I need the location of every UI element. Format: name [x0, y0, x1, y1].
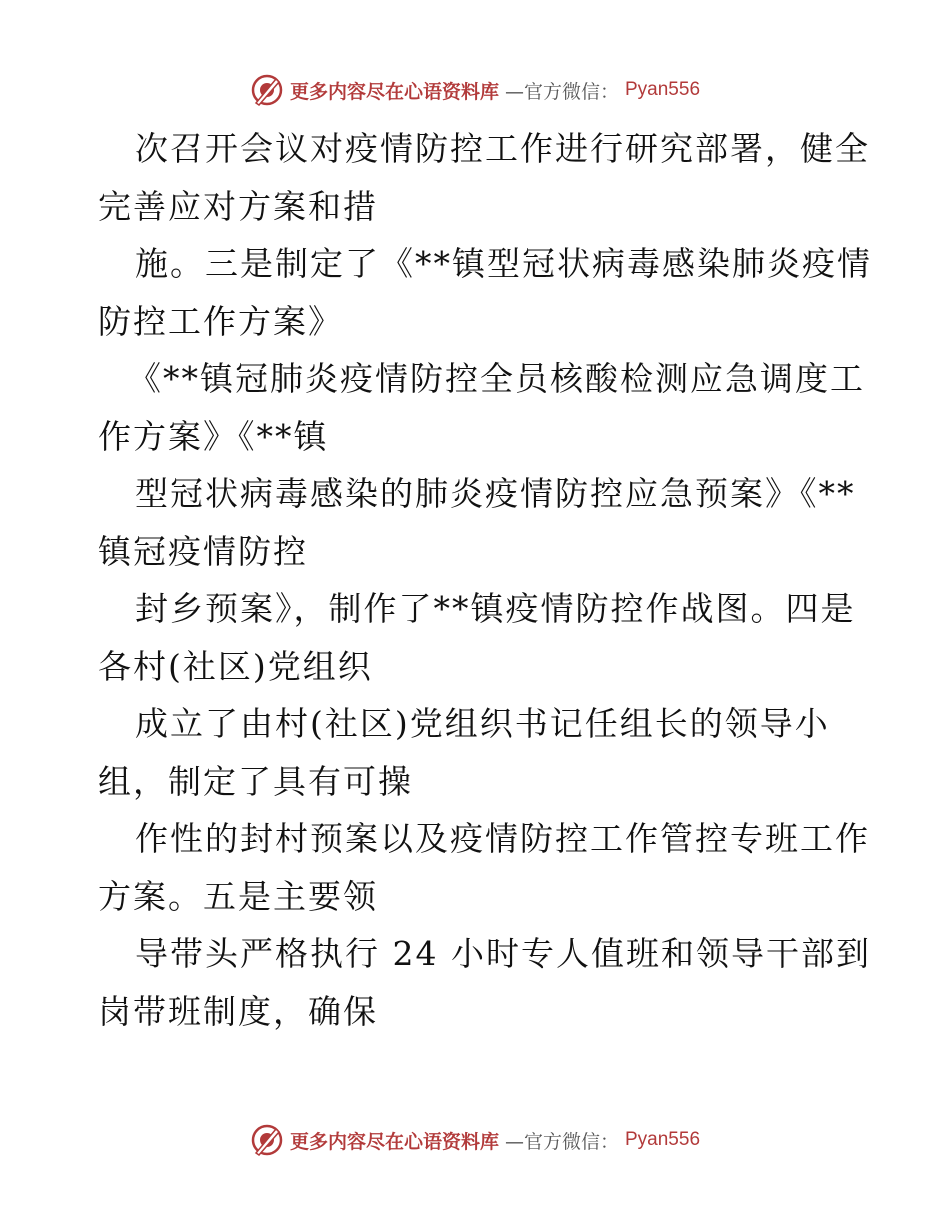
footer-wechat-id: Pyan556 — [625, 1129, 701, 1150]
header-wechat-id: Pyan556 — [625, 79, 701, 100]
body-line: 完善应对方案和措 — [98, 186, 378, 226]
body-line: 《**镇冠肺炎疫情防控全员核酸检测应急调度工 — [128, 359, 865, 398]
quill-logo-icon — [250, 1123, 284, 1157]
footer-sub-text: —官方微信： — [504, 1130, 619, 1153]
body-line: 作方案》《**镇 — [98, 416, 329, 456]
header-main-text: 更多内容尽在心语资料库 — [289, 80, 499, 103]
body-line: 次召开会议对疫情防控工作进行研究部署，健全 — [135, 129, 870, 168]
body-line: 作性的封村预案以及疫情防控工作管控专班工作 — [135, 819, 870, 858]
body-line: 组，制定了具有可操 — [98, 761, 413, 801]
body-line: 岗带班制度，确保 — [98, 991, 378, 1031]
body-line: 封乡预案》，制作了**镇疫情防控作战图。四是 — [135, 589, 856, 628]
quill-logo-icon — [250, 73, 284, 107]
body-line: 成立了由村(社区)党组织书记任组长的领导小 — [135, 704, 830, 743]
body-line: 施。三是制定了《**镇型冠状病毒感染肺炎疫情 — [135, 244, 872, 283]
body-line: 镇冠疫情防控 — [98, 531, 308, 571]
body-line: 型冠状病毒感染的肺炎疫情防控应急预案》《** — [135, 474, 856, 513]
footer-main-text: 更多内容尽在心语资料库 — [289, 1130, 499, 1153]
body-line: 导带头严格执行 24 小时专人值班和领导干部到 — [135, 934, 871, 973]
document-body — [98, 120, 872, 1040]
header-banner — [0, 70, 950, 110]
body-line: 方案。五是主要领 — [98, 876, 378, 916]
footer-banner — [0, 1120, 950, 1160]
body-line: 防控工作方案》 — [98, 301, 343, 341]
header-sub-text: —官方微信： — [504, 80, 619, 103]
body-line: 各村(社区)党组织 — [98, 646, 373, 686]
